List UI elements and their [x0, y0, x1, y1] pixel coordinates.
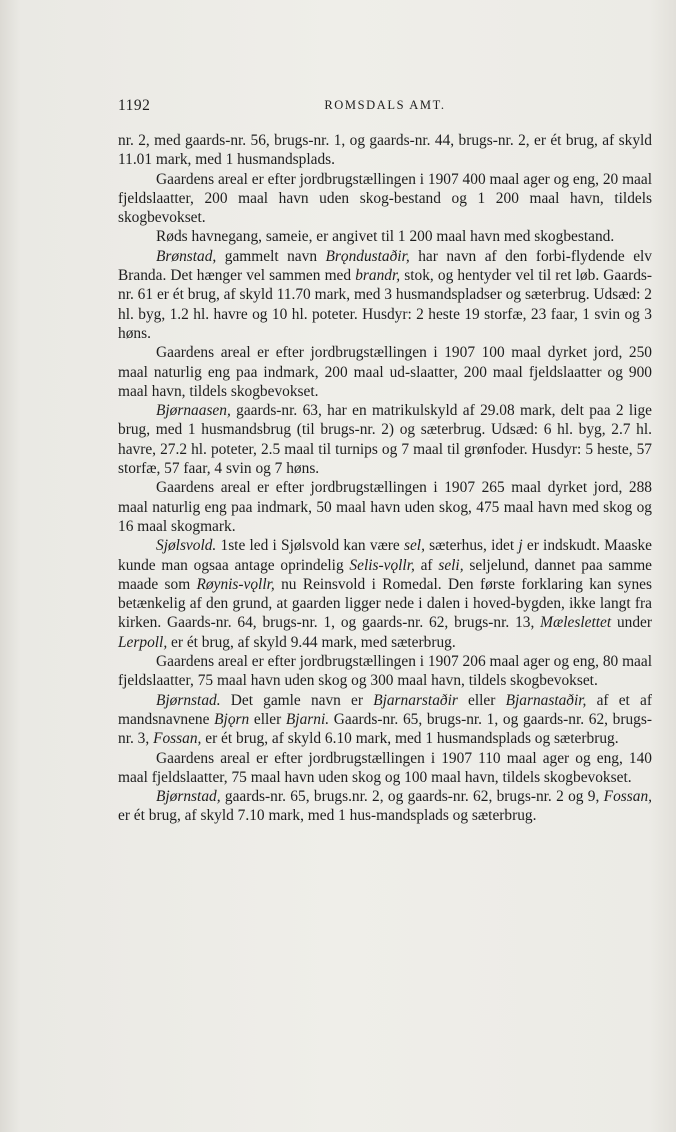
italic-term: Bjarnarstaðir — [373, 691, 458, 709]
text-run: har navn af den forbi-flydende elv Branda. Det hænger vel sammen med — [118, 247, 652, 285]
paragraph — [118, 170, 652, 228]
text-run: Gaardens areal er efter jordbrugstællingen i 1907 400 maal ager og eng, 20 maal fjeldslaatter, 200 maal havn uden skog-bestand og 1 200 maal havn, tildels skogbevokset. — [118, 170, 652, 227]
running-title: ROMSDALS AMT. — [324, 98, 446, 112]
paragraph — [118, 227, 652, 246]
text-run: gammelt navn — [216, 247, 326, 265]
paragraph — [118, 787, 652, 826]
text-run: af — [414, 556, 439, 574]
text-run: sæterhus, idet — [424, 537, 519, 555]
italic-term: j — [518, 537, 523, 555]
italic-term: Bjørnaasen, — [156, 402, 231, 420]
text-run: er ét brug, af skyld 6.10 mark, med 1 husmandsplads og sæterbrug. — [201, 730, 619, 748]
text-run: seljelund, dannet paa samme maade som — [118, 556, 653, 593]
text-run: gaards-nr. 63, har en matrikulskyld af 29.08 mark, delt paa 2 lige brug, med 1 husmandsbrug (til brugs-nr. 2) og sæterbrug. Udsæd: 6 hl. byg, 2.7 hl. havre, 27.2 hl. poteter, 2.5 maal til turnips og 7 maal til grønfoder. Husdyr: 5 heste, 57 storfæ, 57 faar, 4 svin og 7 høns. — [118, 402, 652, 478]
paragraph — [118, 749, 652, 788]
italic-term: Lerpoll, — [118, 633, 168, 651]
paragraph — [118, 247, 652, 343]
text-run: er ét brug, af skyld 9.44 mark, med sæterbrug. — [167, 633, 456, 651]
text-run: Gaardens areal er efter jordbrugstællingen i 1907 206 maal ager og eng, 80 maal fjeldslaatter, 75 maal havn uden skog og 300 maal havn, tildels skogbevokset. — [118, 653, 652, 690]
paragraph — [118, 652, 652, 691]
italic-term: Fossan, — [603, 788, 652, 806]
italic-term: Selis-vǫllr, — [349, 556, 415, 574]
text-run: 1ste led i Sjølsvold kan være — [216, 537, 404, 555]
italic-term: Fossan, — [153, 730, 202, 748]
italic-term: Bjørnstad. — [156, 691, 221, 709]
text-run: gaards-nr. 65, brugs.nr. 2, og gaards-nr. 62, brugs-nr. 2 og 9, — [220, 788, 604, 806]
italic-term: brandr, — [355, 267, 401, 285]
paragraph — [118, 691, 652, 749]
body-text — [118, 131, 652, 826]
paragraph — [118, 131, 652, 170]
italic-term: Brǫndustaðir, — [325, 247, 410, 265]
italic-term: Bjarni. — [285, 710, 330, 728]
text-run: Gaardens areal er efter jordbrugstællingen i 1907 100 maal dyrket jord, 250 maal naturlig eng paa indmark, 200 maal ud-slaatter, 200 maal fjeldslaatter og 900 maal havn, tildels skogbevokset. — [118, 344, 652, 400]
paragraph — [118, 478, 652, 536]
text-run: Gaardens areal er efter jordbrugstællingen i 1907 265 maal dyrket jord, 288 maal naturlig eng paa indmark, 50 maal havn uden skog, 475 maal havn med skog og 16 maal skogmark. — [118, 479, 652, 535]
text-run: nu Reinsvold i Romedal. Den første forklaring kan synes betænkelig af den grund, at gaarden ligger nede i dalen i hoved-bygden, ikke langt fra kirken. Gaards-nr. 64, brugs-nr. 1, og gaards-nr. 62, brugs-nr. 13, — [118, 575, 652, 632]
italic-term: Bjarnastaðir, — [505, 691, 587, 709]
text-run: eller — [249, 710, 286, 728]
paragraph — [118, 343, 652, 401]
text-run: Det gamle navn er — [220, 691, 374, 709]
text-run: nr. 2, med gaards-nr. 56, brugs-nr. 1, og gaards-nr. 44, brugs-nr. 2, er ét brug, af skyld 11.01 mark, med 1 husmandsplads. — [118, 132, 652, 169]
text-run: stok, og hentyder vel til ret løb. Gaards-nr. 61 er ét brug, af skyld 11.70 mark, med 3 husmandspladser og sæterbrug. Udsæd: 2 hl. byg, 1.2 hl. havre og 10 hl. poteter. Husdyr: 2 heste 19 storfæ, 23 faar, 1 svin og 3 høns. — [118, 267, 653, 342]
italic-term: Mæleslettet — [540, 614, 612, 632]
text-run: er ét brug, af skyld 7.10 mark, med 1 hus-mandsplads og sæterbrug. — [118, 807, 537, 825]
paragraph — [118, 401, 652, 478]
text-run: Gaards-nr. 65, brugs-nr. 1, og gaards-nr. 62, brugs-nr. 3, — [118, 710, 652, 748]
text-run: er indskudt. Maaske kunde man ogsaa antage oprindelig — [118, 537, 652, 574]
italic-term: Bjǫrn — [214, 710, 250, 728]
italic-term: Sjølsvold. — [156, 537, 217, 555]
text-run: under — [611, 614, 652, 632]
text-run: af et af mandsnavnene — [118, 691, 652, 728]
page-number: 1192 — [118, 97, 151, 114]
italic-term: Bjørnstad, — [156, 788, 221, 806]
text-run: eller — [457, 691, 506, 709]
italic-term: Brønstad, — [156, 247, 217, 265]
paragraph — [118, 536, 652, 652]
text-run: Røds havnegang, sameie, er angivet til 1 200 maal havn med skogbestand. — [156, 228, 615, 246]
text-run: Gaardens areal er efter jordbrugstællingen i 1907 110 maal ager og eng, 140 maal fjeldslaatter, 75 maal havn uden skog og 100 maal havn, tildels skogbevokset. — [118, 749, 652, 786]
page-header — [118, 97, 652, 119]
italic-term: Røynis-vǫllr, — [196, 575, 275, 593]
italic-term: sel, — [403, 537, 425, 555]
italic-term: seli, — [438, 556, 464, 574]
